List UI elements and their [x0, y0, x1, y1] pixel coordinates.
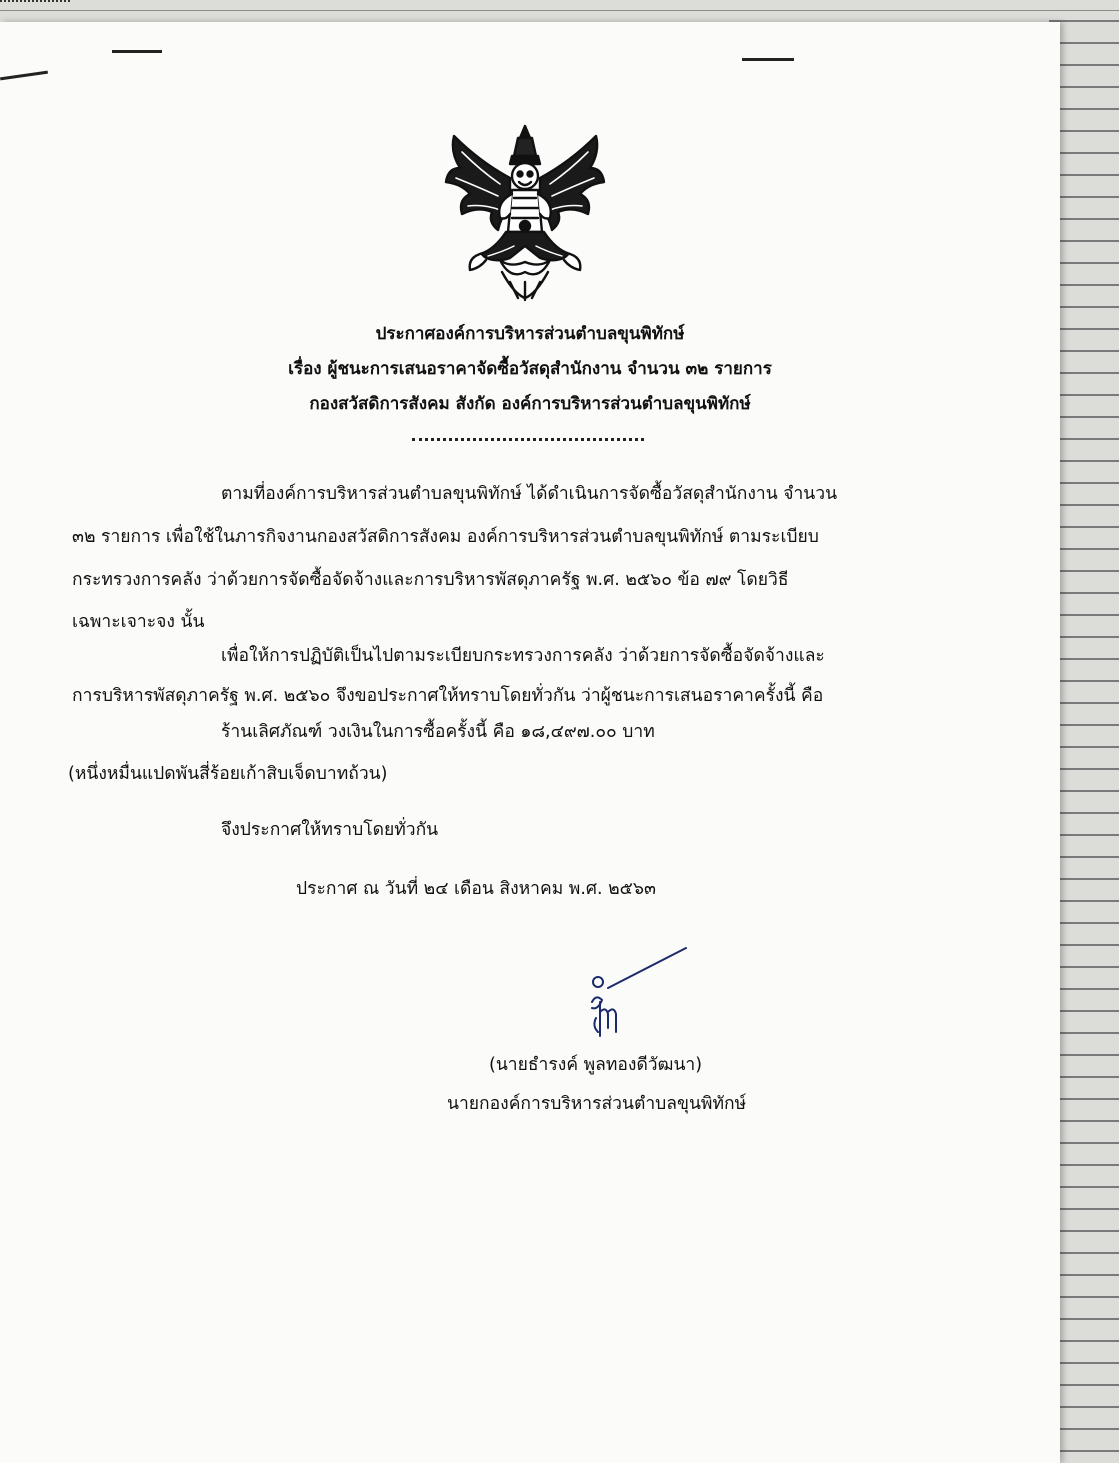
- stray-mark-left: [0, 71, 48, 81]
- paragraph2-line4-amount-words: (หนึ่งหมื่นแปดพันสี่ร้อยเก้าสิบเจ็ดบาทถ้วน): [68, 764, 388, 784]
- closing-statement: จึงประกาศให้ทราบโดยทั่วกัน: [221, 820, 439, 840]
- announcement-date: ประกาศ ณ วันที่ ๒๔ เดือน สิงหาคม พ.ศ. ๒๕๖๓: [296, 879, 656, 899]
- paragraph1-line2: ๓๒ รายการ เพื่อใช้ในภารกิจงานกองสวัสดิการสังคม องค์การบริหารส่วนตำบลขุนพิทักษ์ ตามระเบียบ: [72, 527, 819, 547]
- announcement-sheet: [0, 22, 1060, 1463]
- garuda-emblem-icon: [440, 122, 610, 302]
- header-divider-dotted: [412, 438, 644, 441]
- paragraph2-line1: เพื่อให้การปฏิบัติเป็นไปตามระเบียบกระทรวงการคลัง ว่าด้วยการจัดซื้อจัดจ้างและ: [221, 646, 825, 666]
- header-line-organization: ประกาศองค์การบริหารส่วนตำบลขุนพิทักษ์: [375, 324, 685, 344]
- signatory-position: นายกองค์การบริหารส่วนตำบลขุนพิทักษ์: [447, 1094, 747, 1114]
- paragraph1-line1: ตามที่องค์การบริหารส่วนตำบลขุนพิทักษ์ ได้ดำเนินการจัดซื้อวัสดุสำนักงาน จำนวน: [221, 484, 838, 504]
- paragraph1-line4: เฉพาะเจาะจง นั้น: [72, 612, 205, 632]
- paragraph2-line3-winner: ร้านเลิศภัณฑ์ วงเงินในการซื้อครั้งนี้ คือ ๑๘,๔๙๗.๐๐ บาท: [221, 722, 655, 742]
- signatory-name: (นายธำรงค์ พูลทองดีวัฒนา): [489, 1055, 703, 1075]
- stray-mark-top-right: [742, 58, 794, 61]
- header-line-subject: เรื่อง ผู้ชนะการเสนอราคาจัดซื้อวัสดุสำนักงาน จำนวน ๓๒ รายการ: [288, 359, 772, 379]
- top-dashes-mark: [0, 0, 70, 6]
- header-line-department: กองสวัสดิการสังคม สังกัด องค์การบริหารส่วนตำบลขุนพิทักษ์: [309, 394, 751, 414]
- paragraph2-line2: การบริหารพัสดุภาครัฐ พ.ศ. ๒๕๖๐ จึงขอประกาศให้ทราบโดยทั่วกัน ว่าผู้ชนะการเสนอราคาครั้งนี้ คือ: [72, 686, 824, 706]
- handwritten-signature: [578, 940, 698, 1040]
- paragraph1-line3: กระทรวงการคลัง ว่าด้วยการจัดซื้อจัดจ้างและการบริหารพัสดุภาครัฐ พ.ศ. ๒๕๖๐ ข้อ ๗๙ โดยวิธี: [72, 570, 789, 590]
- background-top-paper: [0, 0, 1119, 24]
- stray-mark-top-left: [112, 50, 162, 53]
